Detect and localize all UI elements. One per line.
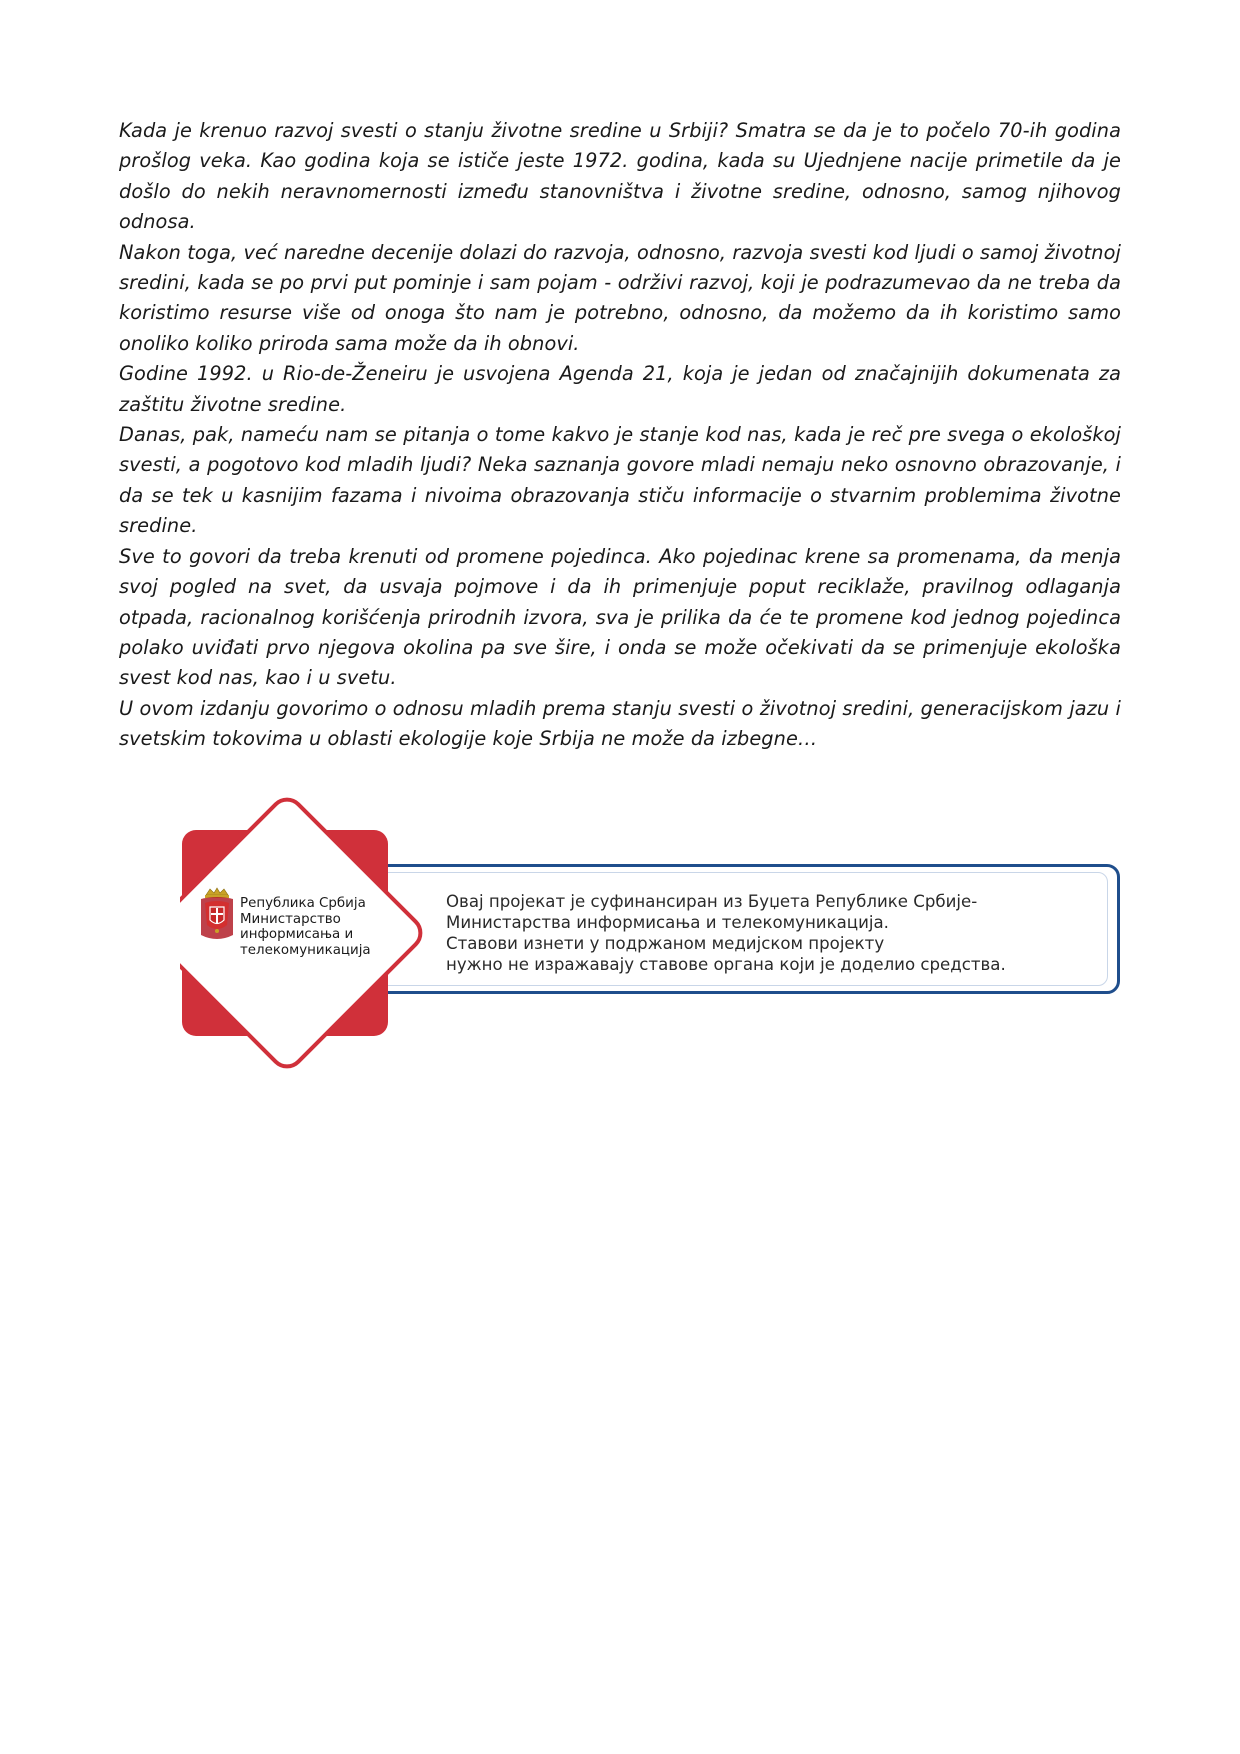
funding-notice-line: Ставови изнети у подржаном медијском пројекту	[446, 934, 885, 953]
article-paragraph: U ovom izdanju govorimo o odnosu mladih prema stanju svesti o životnoj sredini, generacijskom jazu i svetskim tokovima u oblasti ekologije koje Srbija ne može da izbegne…	[119, 696, 1121, 751]
ministry-name-line: Министарство	[240, 911, 341, 927]
article-paragraph: Kada je krenuo razvoj svesti o stanju životne sredine u Srbiji? Smatra se da je to počelo 70-ih godina prošlog veka. Kao godina koja se ističe jeste 1972. godina, kada su Ujednjene nacije primetile da je došlo do nekih neravnomernosti između stanovništva i životne sredine, odnosno, samog njihovog odnosa.	[119, 119, 1121, 234]
funding-notice-line: нужно не изражавају ставове органа који је доделио средства.	[446, 955, 1006, 974]
ministry-name-line: Република Србија	[240, 896, 366, 911]
article-paragraph: Sve to govori da treba krenuti od promene pojedinca. Ako pojedinac krene sa promenama, da menja svoj pogled na svet, da usvaja pojmove i da ih primenjuje poput reciklaže, pravilnog odlaganja otpada, racionalnog korišćenja prirodnih izvora, sva je prilika da će te promene kod jednog pojedinca polako uviđati prvo njegova okolina pa sve šire, i onda se može očekivati da se primenjuje ekološka svest kod nas, kao i u svetu.	[119, 544, 1121, 690]
article-paragraph: Danas, pak, nameću nam se pitanja o tome kakvo je stanje kod nas, kada je reč pre svega o ekološkoj svesti, a pogotovo kod mladih ljudi? Neka saznanja govore mladi nemaju neko osnovno obrazovanje, i da se tek u kasnijim fazama i nivoima obrazovanja stiču informacije o stvarnim problemima životne sredine.	[119, 423, 1121, 538]
funding-notice	[446, 891, 1106, 975]
funding-notice-line: Овај пројекат је суфинансиран из Буџета Републике Србије-	[446, 892, 978, 911]
ministry-name-line: телекомуникација	[240, 942, 371, 958]
serbian-coat-of-arms-icon	[198, 887, 236, 943]
ministry-name	[240, 896, 390, 958]
article-paragraph: Nakon toga, već naredne decenije dolazi do razvoja, odnosno, razvoja svesti kod ljudi o samoj životnoj sredini, kada se po prvi put pominje i sam pojam - održivi razvoj, koji je podrazumevao da ne treba da koristimo resurse više od onoga što nam je potrebno, odnosno, da možemo da ih koristimo samo onoliko koliko priroda sama može da ih obnovi.	[119, 240, 1121, 355]
article-paragraph: Godine 1992. u Rio-de-Ženeiru je usvojena Agenda 21, koja je jedan od značajnijih dokumenata za zaštitu životne sredine.	[119, 362, 1121, 416]
ministry-name-line: информисања и	[240, 927, 354, 943]
article-body	[119, 116, 1121, 755]
funding-banner	[180, 788, 1120, 1076]
funding-notice-line: Министарства информисања и телекомуникација.	[446, 913, 889, 932]
ministry-logo	[180, 788, 430, 1076]
